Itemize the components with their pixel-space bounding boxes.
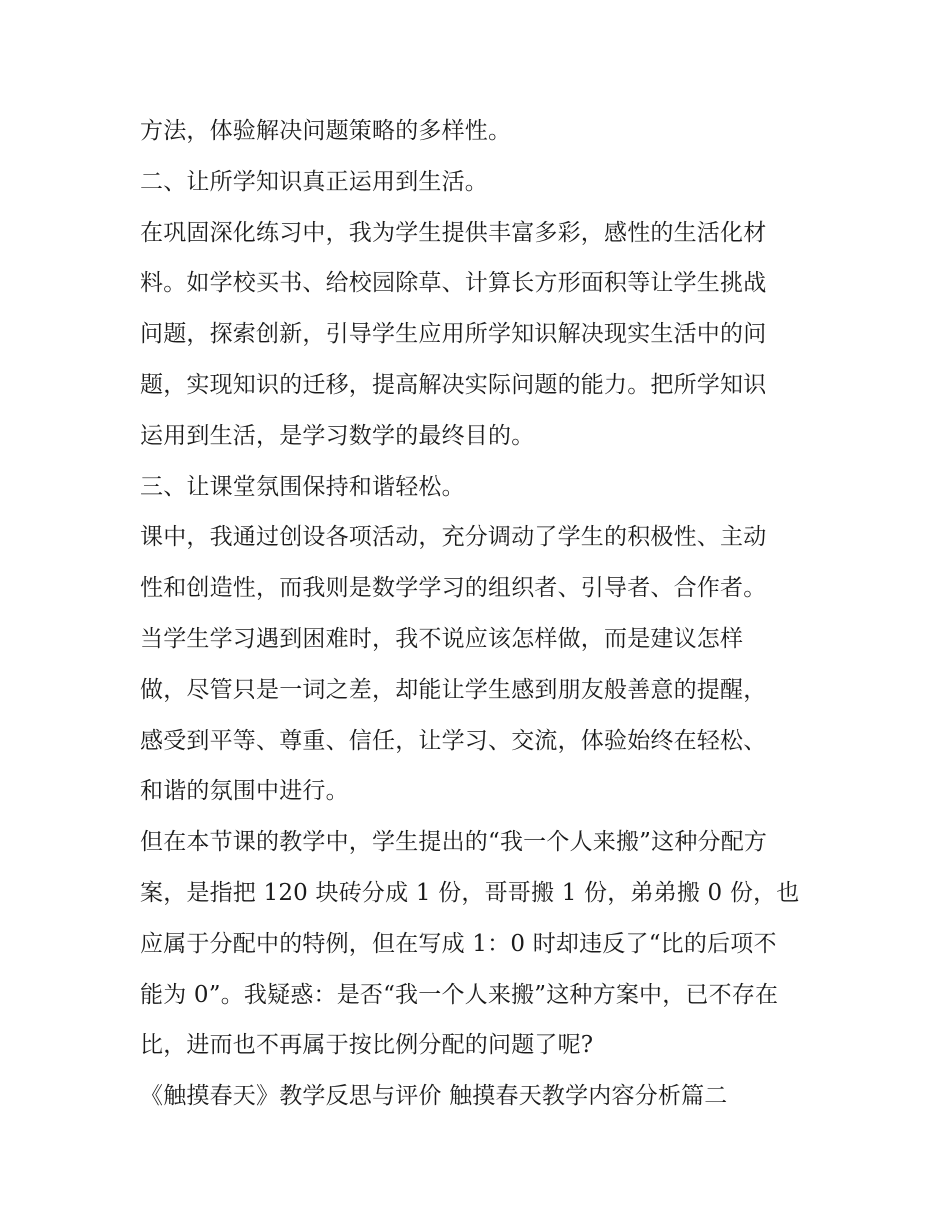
text-line: 比，进而也不再属于按比例分配的问题了呢? <box>140 1032 594 1059</box>
text-line: 课中，我通过创设各项活动，充分调动了学生的积极性、主动 <box>140 524 767 551</box>
text-line: 但在本节课的教学中，学生提出的“我一个人来搬”这种分配方 <box>140 829 768 856</box>
text-line: 题，实现知识的迁移，提高解决实际问题的能力。把所学知识 <box>140 371 767 398</box>
text-line: 性和创造性，而我则是数学学习的组织者、引导者、合作者。 <box>140 575 767 602</box>
text-line: 案，是指把 120 块砖分成 1 份，哥哥搬 1 份，弟弟搬 0 份，也 <box>140 879 800 906</box>
text-line: 料。如学校买书、给校园除草、计算长方形面积等让学生挑战 <box>140 270 767 297</box>
text-line: 和谐的氛围中进行。 <box>140 778 349 805</box>
text-line: 能为 0”。我疑惑：是否“我一个人来搬”这种方案中，已不存在 <box>140 981 779 1008</box>
document-body <box>140 106 812 1122</box>
section-heading: 二、让所学知识真正运用到生活。 <box>140 168 488 195</box>
text-line: 问题，探索创新，引导学生应用所学知识解决现实生活中的问 <box>140 321 767 348</box>
text-line: 应属于分配中的特例，但在写成 1：0 时却违反了“比的后项不 <box>140 930 777 957</box>
text-line: 感受到平等、尊重、信任，让学习、交流，体验始终在轻松、 <box>140 727 767 754</box>
section-heading: 三、让课堂氛围保持和谐轻松。 <box>140 473 465 500</box>
text-line: 在巩固深化练习中，我为学生提供丰富多彩，感性的生活化材 <box>140 219 767 246</box>
text-line: 当学生学习遇到困难时，我不说应该怎样做，而是建议怎样 <box>140 625 744 652</box>
text-line: 方法，体验解决问题策略的多样性。 <box>140 118 512 144</box>
text-line: 运用到生活，是学习数学的最终目的。 <box>140 422 535 449</box>
article-title: 《触摸春天》教学反思与评价 触摸春天教学内容分析篇二 <box>140 1083 728 1110</box>
text-line: 做，尽管只是一词之差，却能让学生感到朋友般善意的提醒， <box>140 676 767 703</box>
